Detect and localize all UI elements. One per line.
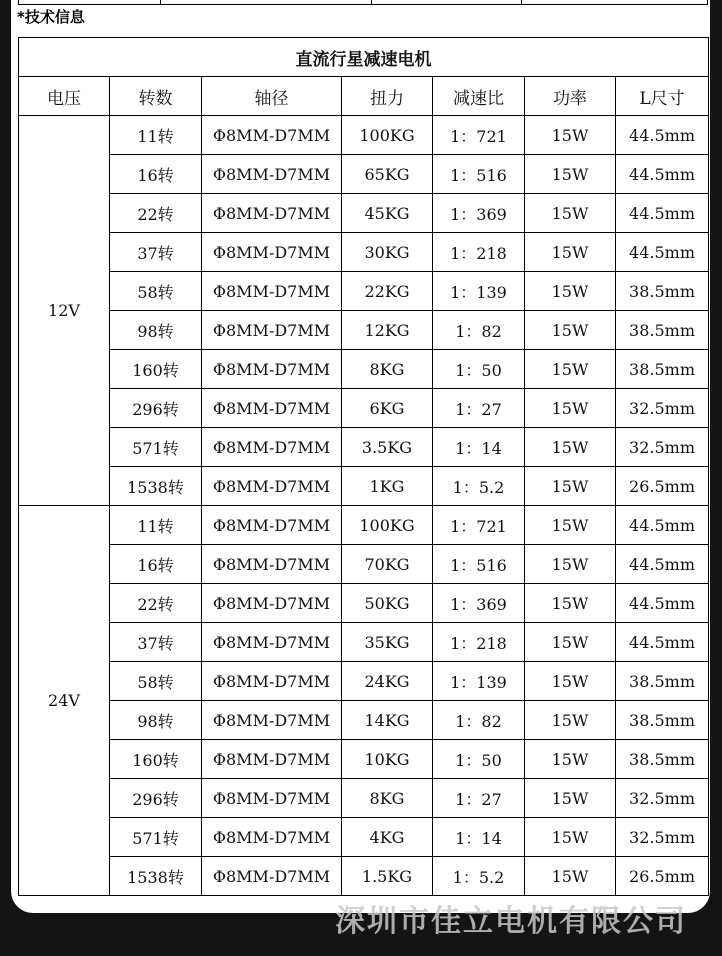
table-row [19,272,709,311]
table-cell: 44.5mm [616,155,709,194]
table-cell: 38.5mm [616,311,709,350]
table-cell: 32.5mm [616,389,709,428]
table-cell: 65KG [342,155,433,194]
table-cell: Φ8MM-D7MM [202,428,342,467]
table-cell: 15W [525,272,616,311]
table-row [19,701,709,740]
table-cell: 100KG [342,506,433,545]
table-cell: Φ8MM-D7MM [202,545,342,584]
table-cell: 44.5mm [616,233,709,272]
table-cell: 45KG [342,194,433,233]
table-cell: Φ8MM-D7MM [202,272,342,311]
table-cell: 15W [525,428,616,467]
table-cell: 1：721 [433,506,525,545]
table-cell: 58转 [110,662,202,701]
table-cell: 296转 [110,779,202,818]
table-row [19,740,709,779]
table-cell: 100KG [342,116,433,155]
table-cell: 1：369 [433,584,525,623]
table-row [19,545,709,584]
table-cell: Φ8MM-D7MM [202,779,342,818]
table-title: 直流行星减速电机 [19,38,709,77]
table-cell: 15W [525,506,616,545]
table-cell: Φ8MM-D7MM [202,857,342,896]
table-cell: 44.5mm [616,194,709,233]
table-cell: Φ8MM-D7MM [202,662,342,701]
table-row [19,233,709,272]
table-cell: Φ8MM-D7MM [202,506,342,545]
table-cell: 1538转 [110,857,202,896]
column-header: 转数 [110,77,202,116]
table-row [19,818,709,857]
table-cell: 38.5mm [616,272,709,311]
table-cell: 22转 [110,584,202,623]
table-cell: 571转 [110,818,202,857]
table-cell: 1：82 [433,311,525,350]
table-cell: 1：218 [433,233,525,272]
column-header: 轴径 [202,77,342,116]
table-cell: 15W [525,194,616,233]
table-row [19,116,709,155]
table-cell: 6KG [342,389,433,428]
table-cell: 32.5mm [616,779,709,818]
table-cell: 1：369 [433,194,525,233]
company-watermark: 深圳市佳立电机有限公司 [335,904,687,939]
table-cell: Φ8MM-D7MM [202,818,342,857]
tech-info-label: *技术信息 [17,8,85,26]
table-cell: 1：82 [433,701,525,740]
table-row [19,350,709,389]
table-row [19,662,709,701]
table-cell: 37转 [110,623,202,662]
table-row [19,155,709,194]
table-cell: 1：218 [433,623,525,662]
table-row [19,389,709,428]
table-cell: 15W [525,545,616,584]
table-cell: 1：50 [433,740,525,779]
table-cell: 32.5mm [616,428,709,467]
voltage-cell: 24V [19,506,110,896]
table-row [19,194,709,233]
table-cell: 16转 [110,155,202,194]
table-cell: 26.5mm [616,857,709,896]
table-cell: 4KG [342,818,433,857]
table-cell: 1538转 [110,467,202,506]
table-row [19,467,709,506]
table-cell: 1：139 [433,272,525,311]
table-cell: 15W [525,584,616,623]
table-cell: 38.5mm [616,662,709,701]
table-cell: 1：139 [433,662,525,701]
table-cell: 15W [525,233,616,272]
table-cell: 15W [525,350,616,389]
table-cell: 571转 [110,428,202,467]
table-row [19,428,709,467]
table-cell: 15W [525,740,616,779]
table-cell: 22KG [342,272,433,311]
table-title-row [19,38,709,77]
table-header-row [19,77,709,116]
motor-spec-table [18,37,709,896]
table-cell: 15W [525,389,616,428]
table-cell: 8KG [342,779,433,818]
voltage-cell: 12V [19,116,110,506]
table-cell: Φ8MM-D7MM [202,116,342,155]
column-header: 扭力 [342,77,433,116]
table-row [19,584,709,623]
table-cell: 1：721 [433,116,525,155]
table-cell: Φ8MM-D7MM [202,389,342,428]
table-cell: 32.5mm [616,818,709,857]
table-cell: 38.5mm [616,701,709,740]
table-cell: 50KG [342,584,433,623]
table-cell: 44.5mm [616,623,709,662]
table-cell: 38.5mm [616,350,709,389]
table-cell: 35KG [342,623,433,662]
table-cell: 15W [525,701,616,740]
previous-table-edge [18,0,708,5]
table-cell: 11转 [110,116,202,155]
table-row [19,857,709,896]
table-cell: 1.5KG [342,857,433,896]
table-cell: 22转 [110,194,202,233]
table-cell: 1：516 [433,545,525,584]
column-header: 减速比 [433,77,525,116]
table-cell: 44.5mm [616,116,709,155]
table-cell: 98转 [110,701,202,740]
table-cell: 37转 [110,233,202,272]
table-cell: Φ8MM-D7MM [202,194,342,233]
table-cell: 44.5mm [616,506,709,545]
table-cell: 16转 [110,545,202,584]
table-cell: Φ8MM-D7MM [202,740,342,779]
table-cell: 1：27 [433,389,525,428]
table-cell: 1：50 [433,350,525,389]
table-cell: 14KG [342,701,433,740]
table-cell: 15W [525,467,616,506]
table-cell: 296转 [110,389,202,428]
table-cell: 1：5.2 [433,467,525,506]
column-header: L尺寸 [616,77,709,116]
column-header: 电压 [19,77,110,116]
table-body [19,116,709,896]
table-cell: 160转 [110,740,202,779]
table-cell: 38.5mm [616,740,709,779]
table-cell: 8KG [342,350,433,389]
table-cell: 98转 [110,311,202,350]
table-cell: 15W [525,623,616,662]
table-cell: 3.5KG [342,428,433,467]
table-cell: 15W [525,116,616,155]
table-cell: 1：14 [433,818,525,857]
table-cell: Φ8MM-D7MM [202,233,342,272]
table-cell: 1：14 [433,428,525,467]
column-header: 功率 [525,77,616,116]
table-cell: Φ8MM-D7MM [202,311,342,350]
table-row [19,506,709,545]
table-row [19,311,709,350]
table-cell: 15W [525,311,616,350]
table-cell: Φ8MM-D7MM [202,584,342,623]
table-cell: 30KG [342,233,433,272]
table-cell: 1：516 [433,155,525,194]
table-row [19,623,709,662]
table-cell: 12KG [342,311,433,350]
table-cell: 10KG [342,740,433,779]
table-cell: 44.5mm [616,545,709,584]
table-row [19,779,709,818]
table-cell: 15W [525,155,616,194]
table-cell: 1：27 [433,779,525,818]
table-cell: 160转 [110,350,202,389]
table-cell: 24KG [342,662,433,701]
table-cell: 15W [525,779,616,818]
table-cell: Φ8MM-D7MM [202,701,342,740]
table-cell: 15W [525,818,616,857]
table-cell: Φ8MM-D7MM [202,467,342,506]
table-cell: 15W [525,857,616,896]
table-cell: Φ8MM-D7MM [202,623,342,662]
table-cell: 44.5mm [616,584,709,623]
table-cell: 26.5mm [616,467,709,506]
table-cell: Φ8MM-D7MM [202,155,342,194]
table-cell: 15W [525,662,616,701]
table-cell: 70KG [342,545,433,584]
table-cell: 1：5.2 [433,857,525,896]
table-cell: Φ8MM-D7MM [202,350,342,389]
table-cell: 11转 [110,506,202,545]
table-cell: 1KG [342,467,433,506]
table-cell: 58转 [110,272,202,311]
